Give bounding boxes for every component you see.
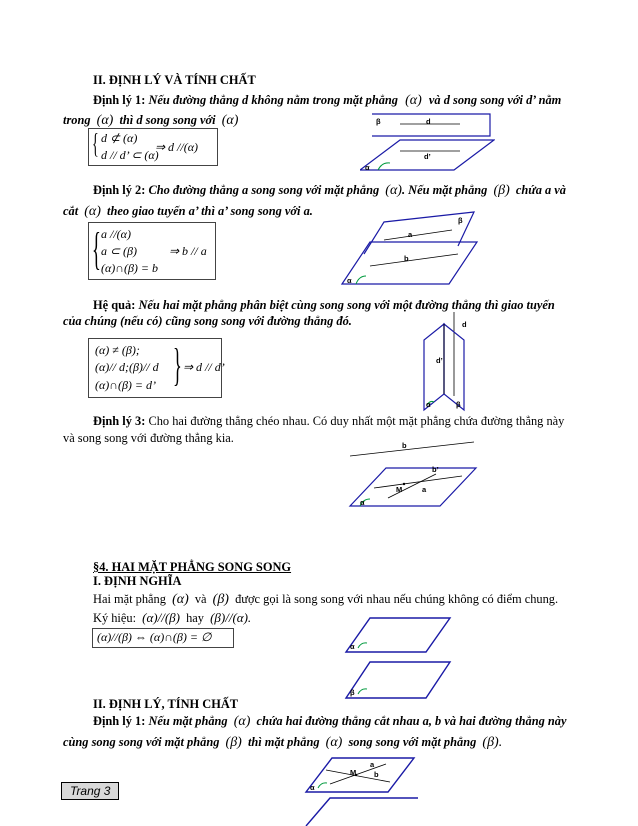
theorem3-label: Định lý 3: [93,414,146,428]
definition-line [93,591,558,608]
theorem2-formula-2: a ⊂ (β) [101,244,138,258]
left-brace-icon: { [92,129,99,160]
plane-alpha-outline [424,324,444,410]
theorem1-text-b: và d song song với d’ nằm [428,93,562,107]
alpha-symbol: (α) [233,714,251,729]
s4-theorem1-line2-b: thì mặt phẳng [247,735,320,749]
beta-angle-arc [358,689,367,694]
theorem1-formula-box [88,128,218,166]
plane-alpha-outline [306,758,414,792]
theorem1-formula-2: d // d’ ⊂ (α) [101,148,159,162]
left-brace-icon: { [92,223,101,274]
theorem1-line2-b: thì d song song với [119,113,216,127]
label-a: a [422,485,427,494]
notation-or: hay [186,611,204,625]
theorem1-label: Định lý 1: [93,93,146,107]
theorem2-formula-3: (α)∩(β) = b [101,261,159,275]
label-beta: β [456,400,461,409]
theorem2-label: Định lý 2: [93,183,146,197]
label-alpha: α [350,642,355,651]
label-alpha: α [360,498,365,507]
point-M [403,483,405,485]
label-b: b [404,254,409,263]
figure-parallel-planes [340,612,452,704]
definition-and: và [194,592,207,606]
corollary-line2: của chúng (nếu có) cũng song song với đường thẳng đó. [63,314,352,328]
s4-theorem1-line1 [93,713,567,730]
line-a [326,770,390,782]
definition-formula: (α)//(β) ⇔ (α)∩(β) = ∅ [97,630,212,644]
label-bprime: b’ [432,465,439,474]
section-heading-theorems: II. ĐỊNH LÝ VÀ TÍNH CHẤT [93,73,256,87]
plane-beta-outline [372,114,490,136]
s4-theorem1-line2-c: song song với mặt phẳng [348,735,477,749]
theorem3-text-1: Cho hai đường thẳng chéo nhau. Có duy nhất một mặt phẳng chứa đường thẳng này [148,414,565,428]
notation-1: (α)//(β) [142,610,180,625]
alpha-angle-arc [318,783,327,788]
definition-formula-box [92,628,234,648]
theorem1-line1 [93,92,561,109]
s4-theorem1-label: Định lý 1: [93,714,146,728]
alpha-symbol: (α) [172,592,189,607]
definition-text-a: Hai mặt phẳng [93,592,166,606]
line-bprime [374,476,462,488]
theorem1-text-a: Nếu đường thẳng d không nằm trong mặt phẳng [148,93,399,107]
figure-two-planes-line [418,312,478,412]
beta-symbol: (β) [212,592,229,607]
alpha-angle-arc [358,643,367,648]
label-M: M [350,768,357,777]
label-d: d [426,117,431,126]
alpha-symbol: (α) [221,113,239,128]
s4-theorem1-line2 [63,734,502,751]
theorem2-formula-1: a //(α) [101,227,131,241]
plane-beta-outline [346,662,450,698]
line-b [350,442,474,456]
theorem3-line1 [93,413,564,429]
label-M: M [396,485,403,494]
notation-label: Ký hiệu: [93,611,137,625]
figure-skew-lines [348,438,478,510]
plane-alpha-outline [342,242,477,284]
line-b [370,254,458,266]
corollary-formula-1: (α) ≠ (β); [95,343,140,357]
plane-alpha-outline [350,468,476,506]
notation-2: (β)//(α). [210,610,252,625]
beta-symbol: (β). [482,735,503,750]
label-beta: β [458,216,463,225]
section4-heading: §4. HAI MẶT PHẲNG SONG SONG [93,560,292,574]
theorem2-text-a: Cho đường thẳng a song song với mặt phẳng [148,183,380,197]
figure-plane-intersection [340,208,480,288]
plane-alpha-outline [346,618,450,652]
page-number: Trang 3 [70,784,111,798]
definition-heading: I. ĐỊNH NGHĨA [93,574,182,588]
figure-intersecting-lines-plane [300,752,420,826]
s4-theorem1-text-a: Nếu mặt phẳng [148,714,228,728]
label-alpha: α [347,276,352,285]
alpha-angle-arc [378,163,390,170]
alpha-symbol: (α) [84,204,101,219]
label-d: d [462,320,467,329]
beta-symbol: (β) [493,183,510,198]
theorem2-line2-a: cắt [63,204,79,218]
label-beta: β [376,117,381,126]
corollary-formula-2: (α)// d;(β)// d [95,360,159,374]
alpha-symbol: (α) [325,735,343,750]
theorem1-line2-a: trong [63,113,91,127]
theorem2-line2 [63,203,313,220]
corollary-formula-box [88,338,225,398]
s4-theorem1-text-b: chứa hai đường thẳng cắt nhau a, b và hai đường thẳng này [256,714,567,728]
definition-text-b: được gọi là song song với nhau nếu chúng không có điểm chung. [235,592,559,606]
theorem2-line1 [93,182,566,199]
line-a [384,230,452,240]
s4-theorem1-line2-a: cùng song song với mặt phẳng [63,735,220,749]
theorem2-line2-b: theo giao tuyến a’ thì a’ song song với a. [107,204,313,218]
label-alpha: α [310,783,315,792]
page-number-box [61,782,119,800]
theorems-heading: II. ĐỊNH LÝ, TÍNH CHẤT [93,697,239,711]
figure-line-parallel-plane [360,108,495,174]
alpha-symbol: (α) [96,113,114,128]
theorem3-line2: và song song với đường thẳng kia. [63,431,234,445]
theorem2-text-c: chứa a và [515,183,566,197]
label-alpha: α [365,163,370,172]
label-a: a [370,760,375,769]
label-a: a [408,230,413,239]
theorem2-text-b: . Nếu mặt phẳng [401,183,488,197]
plane-beta-outline [306,798,418,826]
corollary-label: Hệ quả: [93,298,136,312]
label-b: b [402,441,407,450]
label-beta: β [350,688,355,697]
theorem1-formula-1: d ⊄ (α) [101,131,138,145]
notation-line [93,610,251,626]
corollary-formula-result: ⇒ d // d’ [183,360,225,374]
alpha-angle-arc [356,276,366,284]
label-dprime: d’ [436,356,443,365]
label-b: b [374,770,379,779]
theorem1-line2 [63,112,238,129]
theorem1-formula-result: ⇒ d //(α) [155,140,199,154]
right-brace-icon: } [173,339,182,390]
theorem2-formula-box [88,222,216,280]
label-dprime: d’ [424,152,431,161]
corollary-line1 [93,297,555,313]
label-alpha: α [426,400,431,409]
beta-symbol: (β) [225,735,242,750]
corollary-text-1: Nếu hai mặt phẳng phân biệt cùng song song với một đường thẳng thì giao tuyến [138,298,555,312]
corollary-formula-3: (α)∩(β) = d’ [95,378,157,392]
alpha-symbol: (α) [405,93,422,108]
alpha-symbol: (α) [385,183,402,198]
theorem2-formula-result: ⇒ b // a [169,244,207,258]
